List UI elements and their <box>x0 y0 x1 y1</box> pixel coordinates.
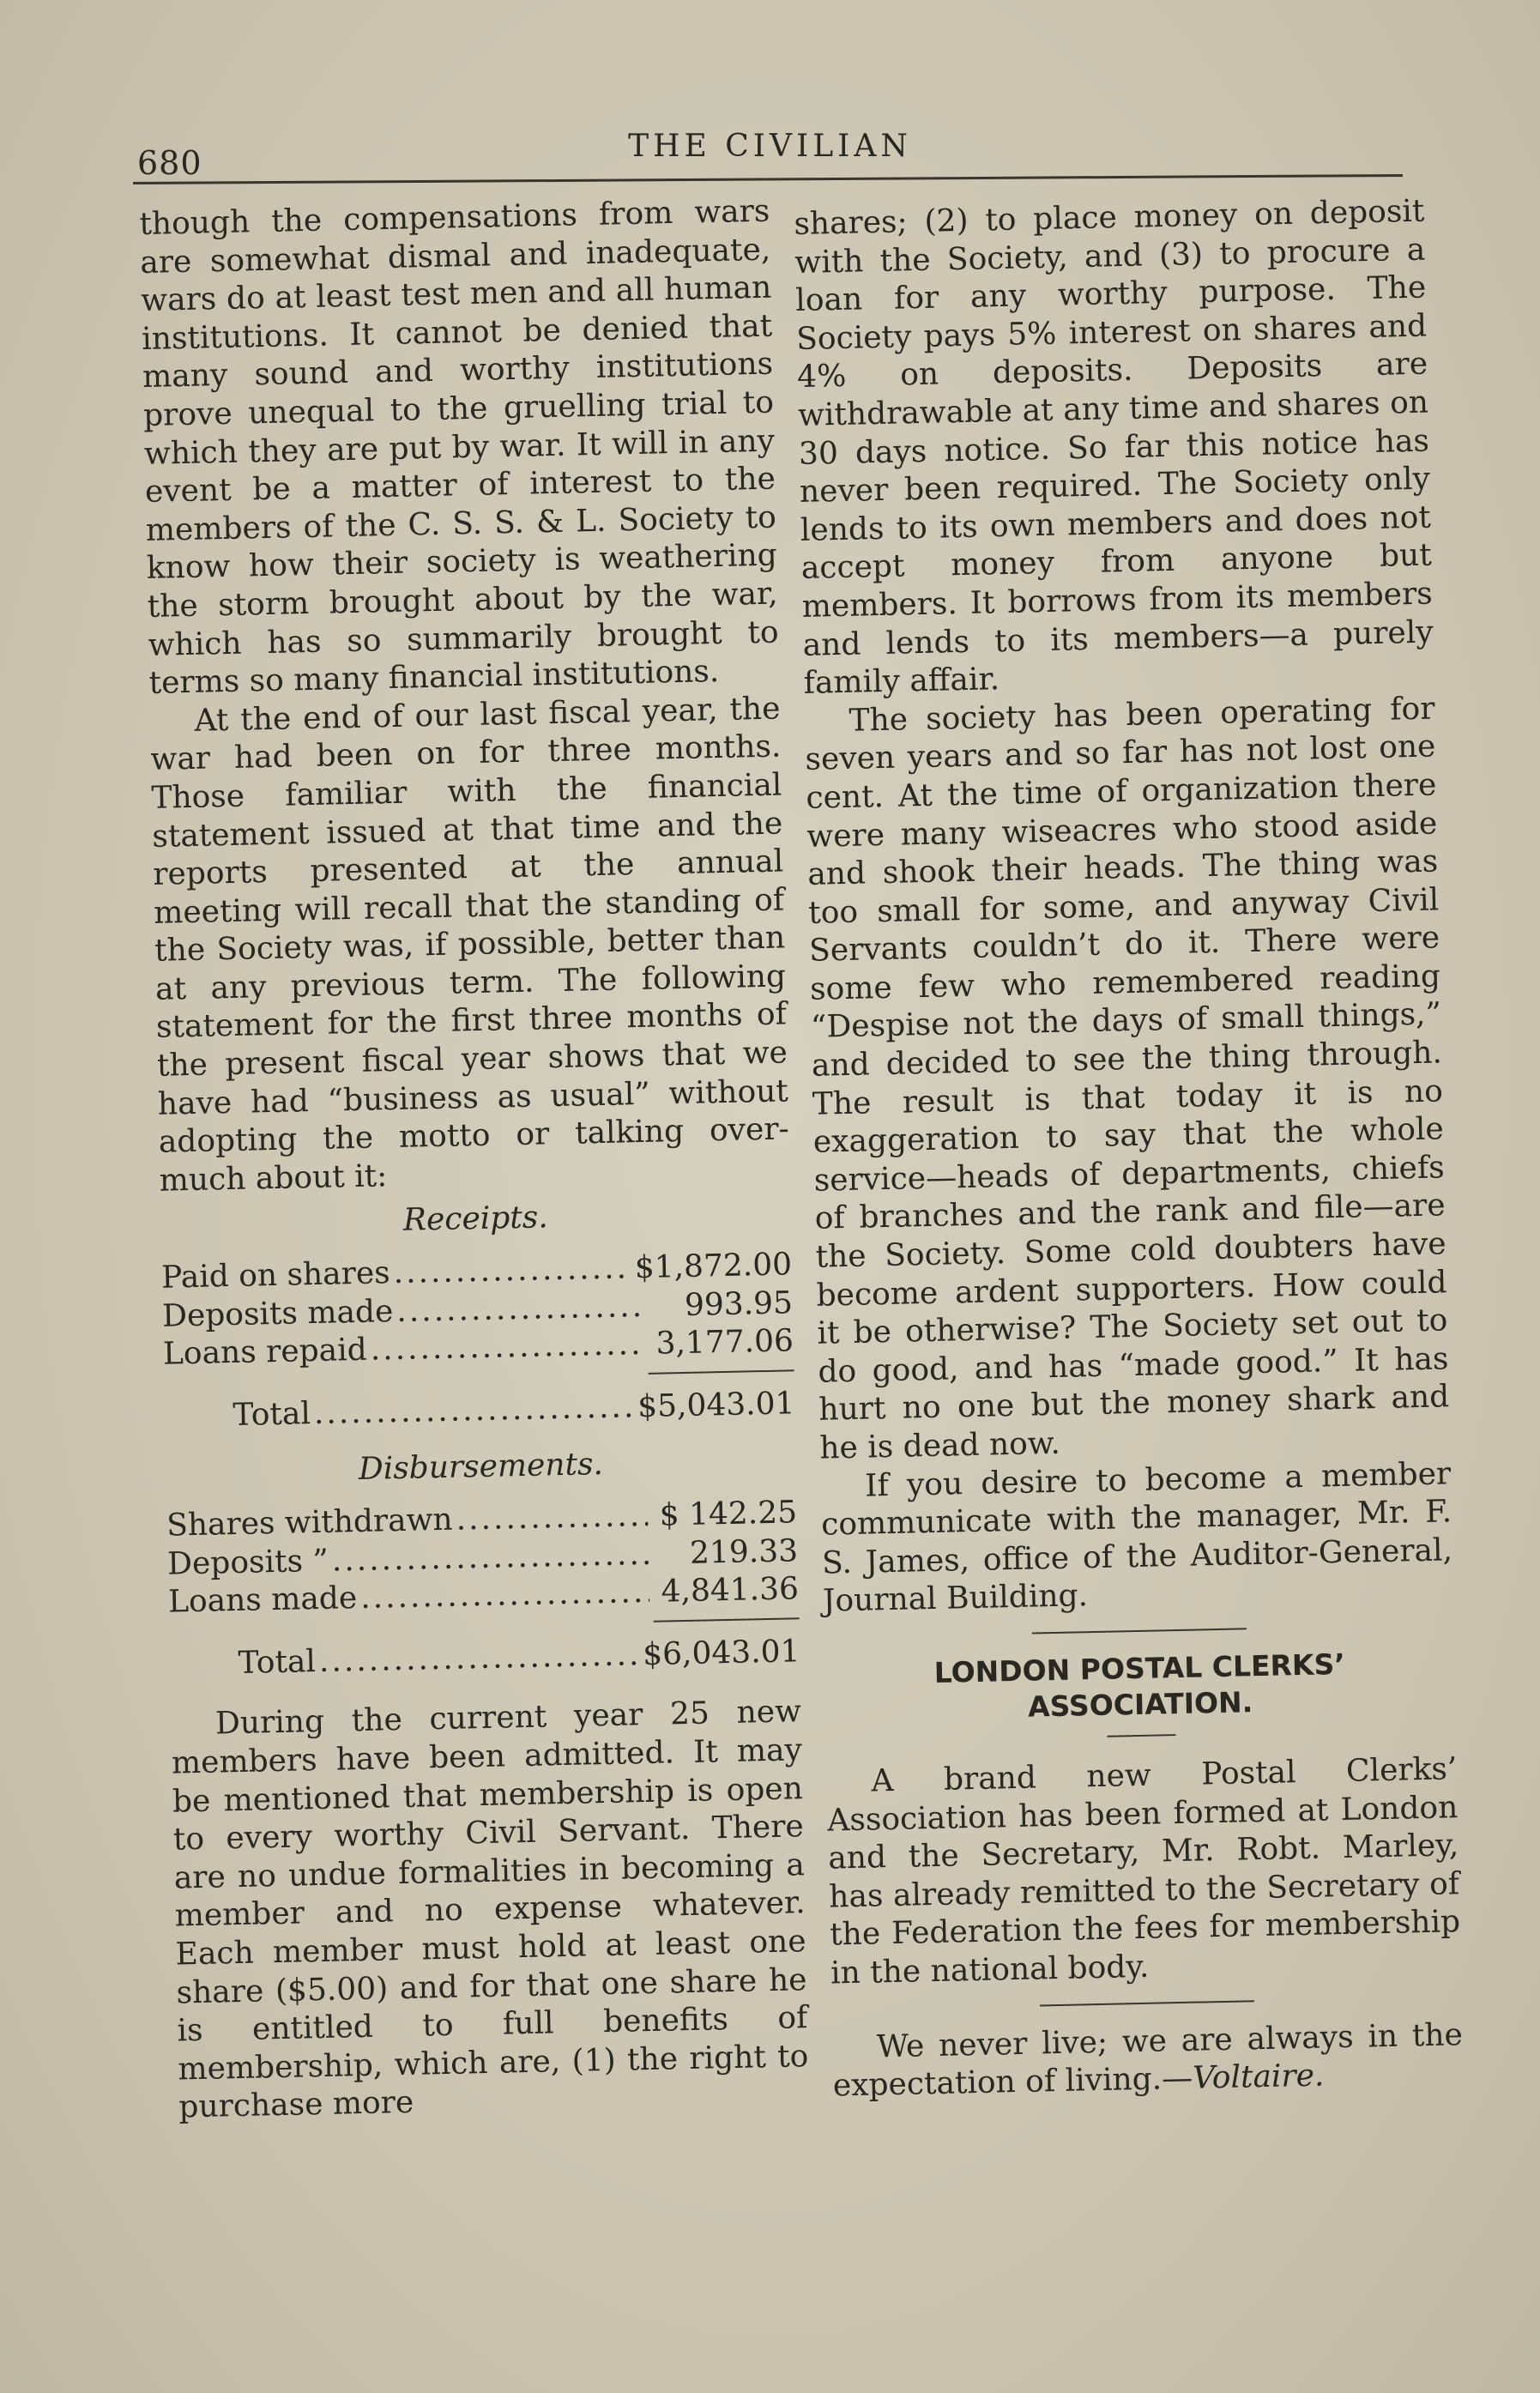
header-rule <box>133 174 1403 184</box>
receipts-table <box>161 1246 795 1436</box>
title-rule <box>1107 1734 1175 1737</box>
running-title: THE CIVILIAN <box>628 129 912 164</box>
left-paragraph-2: At the end of our last fiscal year, the war had been on for three months. Those familiar with the financial statement issued at that time and the reports presented at the annual meeting will recall that the standing of the Society was, if possible, better than at any previous term. The following statement for the first three months of the present fiscal year shows that we have had “business as usual” without adopting the motto or talking over-much about it: <box>150 691 790 1199</box>
row-amount: 3,177.06 <box>655 1323 794 1362</box>
right-paragraph-4: A brand new Postal Clerks’ Association has been formed at London and the Secretary, Mr. Robt. Marley, has already remitted to the Secretary of the Federation the fees for membership in the national body. <box>826 1751 1461 1991</box>
leader-dots <box>393 1249 631 1292</box>
closing-quote <box>832 2016 1465 2106</box>
left-paragraph-1: though the compensations from wars are somewhat dismal and inadequate, wars do at least test men and all human institutions. It cannot be denied that many sound and worthy institutions prove unequal to the gruelling trial to which they are put by war. It will in any event be a matter of interest to the members of the C. S. S. & L. Society to know how their society is weathering the storm brought about by the war, which has so summarily brought to terms so many financial institutions. <box>139 193 779 701</box>
total-amount: $6,043.01 <box>642 1634 800 1672</box>
right-paragraph-3: If you desire to become a member communicate with the manager, Mr. F. S. James, office of the Auditor-General, Journal Building. <box>820 1455 1453 1620</box>
quote-text: We never live; we are always in the expectation of living.— <box>832 2016 1464 2104</box>
row-amount: 4,841.36 <box>661 1571 800 1610</box>
section-title: LONDON POSTAL CLERKS’ ASSOCIATION. <box>933 1647 1346 1724</box>
leader-dots <box>396 1288 644 1332</box>
total-label: Total <box>238 1643 317 1681</box>
receipts-heading: Receipts. <box>402 1200 549 1239</box>
row-label: Deposits made <box>161 1293 394 1334</box>
leader-dots <box>318 1636 639 1681</box>
row-label: Shares withdrawn <box>166 1502 454 1544</box>
left-paragraph-3: During the current year 25 new members have been admitted. It may be mentioned that membership is open to every worthy Civil Servant. There are no undue formalities in becoming a member and no expense whatever. Each member must hold at least one share ($5.00) and for that one share he is entitled to full benefits of membership, which are, (1) the right to purchase more <box>171 1694 809 2125</box>
row-amount: $1,872.00 <box>634 1247 793 1286</box>
sum-rule <box>649 1369 794 1375</box>
leader-dots <box>456 1497 648 1539</box>
left-column <box>139 193 810 2128</box>
right-column <box>794 193 1464 2106</box>
right-paragraph-2: The society has been operating for seven years and so far has not lost one cent. At the time of organization there were many wiseacres who stood aside and shook their heads. The thing was too small for some, and anyway Civil Servants couldn’t do it. There were some few who remembered reading “Despise not the days of small things,” and decided to see the thing through. The result is that today it is no exaggeration to say that the whole service—heads of departments, chiefs of branches and the rank and file—are the Society. Some cold doubters have become ardent supporters. How could it be otherwise? The Society set out to do good, and has “made good.” It has hurt no one but the money shark and he is dead now. <box>805 691 1450 1466</box>
row-amount: $ 142.25 <box>659 1495 798 1533</box>
total-amount: $5,043.01 <box>637 1386 795 1424</box>
disbursements-total-row <box>169 1633 800 1684</box>
leader-dots <box>313 1388 634 1433</box>
receipts-total-row <box>164 1385 795 1436</box>
disbursements-heading: Disbursements. <box>358 1447 604 1488</box>
row-label: Paid on shares <box>160 1255 391 1296</box>
row-label: Loans repaid <box>162 1332 368 1372</box>
section-divider <box>1039 2000 1253 2006</box>
sum-rule <box>654 1617 800 1623</box>
section-divider <box>1031 1628 1246 1634</box>
right-paragraph-1: shares; (2) to place money on deposit with the Society, and (3) to procure a loan for any worthy purpose. The Society pays 5% interest on shares and 4% on deposits. Deposits are withdrawable at any time and shares on 30 days notice. So far this notice has never been required. The Society only lends to its own members and does not accept money from anyone but members. It borrows from its members and lends to its members—a purely family affair. <box>794 193 1434 701</box>
row-label: Deposits ” <box>166 1543 329 1582</box>
row-amount: 993.95 <box>684 1284 794 1323</box>
row-label: Loans made <box>167 1580 358 1620</box>
disbursements-table <box>166 1494 800 1684</box>
page-number: 680 <box>137 144 202 182</box>
leader-dots <box>331 1536 649 1580</box>
quote-author: Voltaire. <box>1192 2058 1325 2096</box>
leader-dots <box>370 1326 644 1369</box>
total-label: Total <box>233 1395 311 1433</box>
leader-dots <box>360 1574 650 1618</box>
row-amount: 219.33 <box>689 1532 799 1571</box>
